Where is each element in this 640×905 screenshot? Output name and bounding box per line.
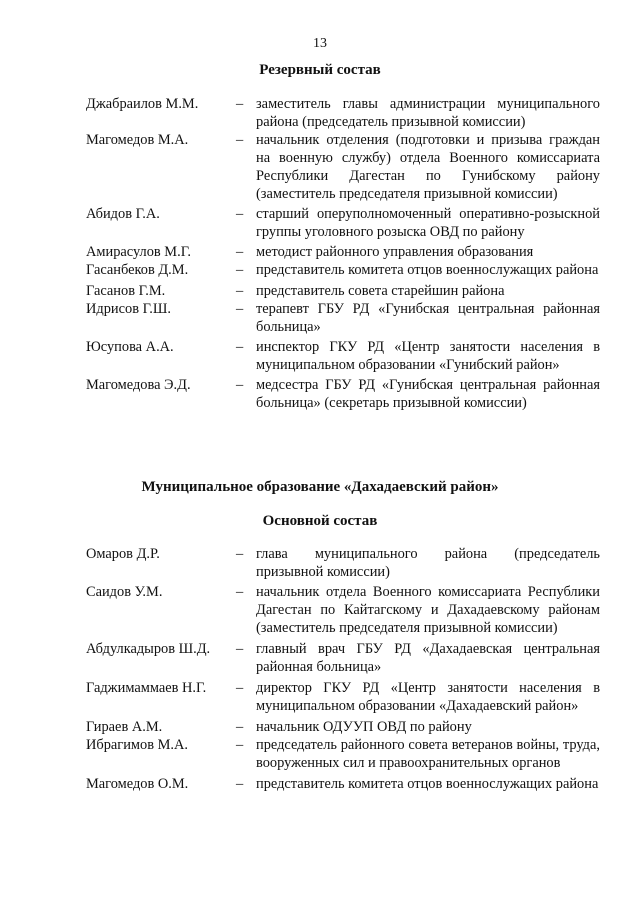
member-entry: [86, 583, 600, 637]
member-entry: [86, 338, 600, 374]
member-name: Гасанбеков Д.М.: [86, 262, 189, 278]
member-entry: [86, 131, 600, 203]
member-dash: –: [236, 96, 244, 112]
section-heading-main: Основной состав: [262, 513, 378, 529]
member-entry: [86, 205, 600, 241]
member-entry: [86, 775, 600, 793]
reserve-members-list: [86, 95, 600, 412]
member-role: старший оперуполномоченный оперативно-розыскной группы уголовного розыска ОВД по району: [256, 206, 600, 240]
member-dash: –: [236, 132, 244, 148]
member-dash: –: [236, 377, 244, 393]
member-dash: –: [236, 680, 244, 696]
member-role: инспектор ГКУ РД «Центр занятости населения в муниципальном образовании «Гунибский район»: [256, 339, 600, 373]
member-entry: [86, 261, 600, 279]
member-dash: –: [236, 301, 244, 317]
member-name: Абидов Г.А.: [86, 206, 160, 222]
member-dash: –: [236, 719, 244, 735]
member-role: представитель комитета отцов военнослужащих района: [256, 262, 599, 278]
member-dash: –: [236, 339, 244, 355]
member-name: Абдулкадыров Ш.Д.: [86, 641, 211, 657]
member-role: методист районного управления образования: [256, 244, 534, 260]
member-role: директор ГКУ РД «Центр занятости населения в муниципальном образовании «Дахадаевский район»: [256, 680, 600, 714]
member-dash: –: [236, 584, 244, 600]
page-number: 13: [313, 36, 327, 51]
member-dash: –: [236, 737, 244, 753]
member-name: Омаров Д.Р.: [86, 546, 160, 562]
member-entry: [86, 282, 600, 300]
member-role: глава муниципального района (председатель призывной комиссии): [256, 546, 600, 580]
member-entry: [86, 545, 600, 581]
member-name: Магомедов М.А.: [86, 132, 189, 148]
member-dash: –: [236, 206, 244, 222]
member-role: председатель районного совета ветеранов войны, труда, вооруженных сил и правоохранительных органов: [256, 737, 600, 771]
member-role: главный врач ГБУ РД «Дахадаевская центральная районная больница»: [256, 641, 600, 675]
member-dash: –: [236, 776, 244, 792]
member-name: Гасанов Г.М.: [86, 283, 166, 299]
member-name: Гираев А.М.: [86, 719, 163, 735]
member-role: начальник ОДУУП ОВД по району: [256, 719, 472, 735]
member-entry: [86, 679, 600, 715]
member-name: Саидов У.М.: [86, 584, 163, 600]
member-dash: –: [236, 546, 244, 562]
member-entry: [86, 376, 600, 412]
member-name: Магомедов О.М.: [86, 776, 189, 792]
member-role: начальник отдела Военного комиссариата Республики Дагестан по Кайтагскому и Дахадаевскому районам (заместитель председателя призывной комиссии): [256, 584, 600, 636]
member-name: Джабраилов М.М.: [86, 96, 199, 112]
member-dash: –: [236, 283, 244, 299]
main-members-list: [86, 545, 600, 793]
member-entry: [86, 736, 600, 772]
section-heading-reserve: Резервный состав: [259, 62, 381, 78]
member-name: Амирасулов М.Г.: [86, 244, 191, 260]
member-name: Гаджимаммаев Н.Г.: [86, 680, 207, 696]
municipality-heading: Муниципальное образование «Дахадаевский район»: [141, 479, 499, 495]
member-dash: –: [236, 641, 244, 657]
member-name: Магомедова Э.Д.: [86, 377, 191, 393]
member-role: медсестра ГБУ РД «Гунибская центральная районная больница» (секретарь призывной комиссии): [256, 377, 600, 411]
member-name: Юсупова А.А.: [86, 339, 174, 355]
member-name: Ибрагимов М.А.: [86, 737, 188, 753]
member-entry: [86, 300, 600, 336]
member-entry: [86, 243, 600, 261]
member-dash: –: [236, 262, 244, 278]
member-dash: –: [236, 244, 244, 260]
member-role: начальник отделения (подготовки и призыва граждан на военную службу) отдела Военного комиссариата Республики Дагестан по Гунибскому району (заместитель председателя призывной комиссии): [256, 132, 600, 202]
member-name: Идрисов Г.Ш.: [86, 301, 171, 317]
member-entry: [86, 718, 600, 736]
member-role: представитель совета старейшин района: [256, 283, 505, 299]
member-entry: [86, 640, 600, 676]
member-role: представитель комитета отцов военнослужащих района: [256, 776, 599, 792]
member-role: терапевт ГБУ РД «Гунибская центральная районная больница»: [256, 301, 600, 335]
member-entry: [86, 95, 600, 131]
member-role: заместитель главы администрации муниципального района (председатель призывной комиссии): [256, 96, 600, 130]
